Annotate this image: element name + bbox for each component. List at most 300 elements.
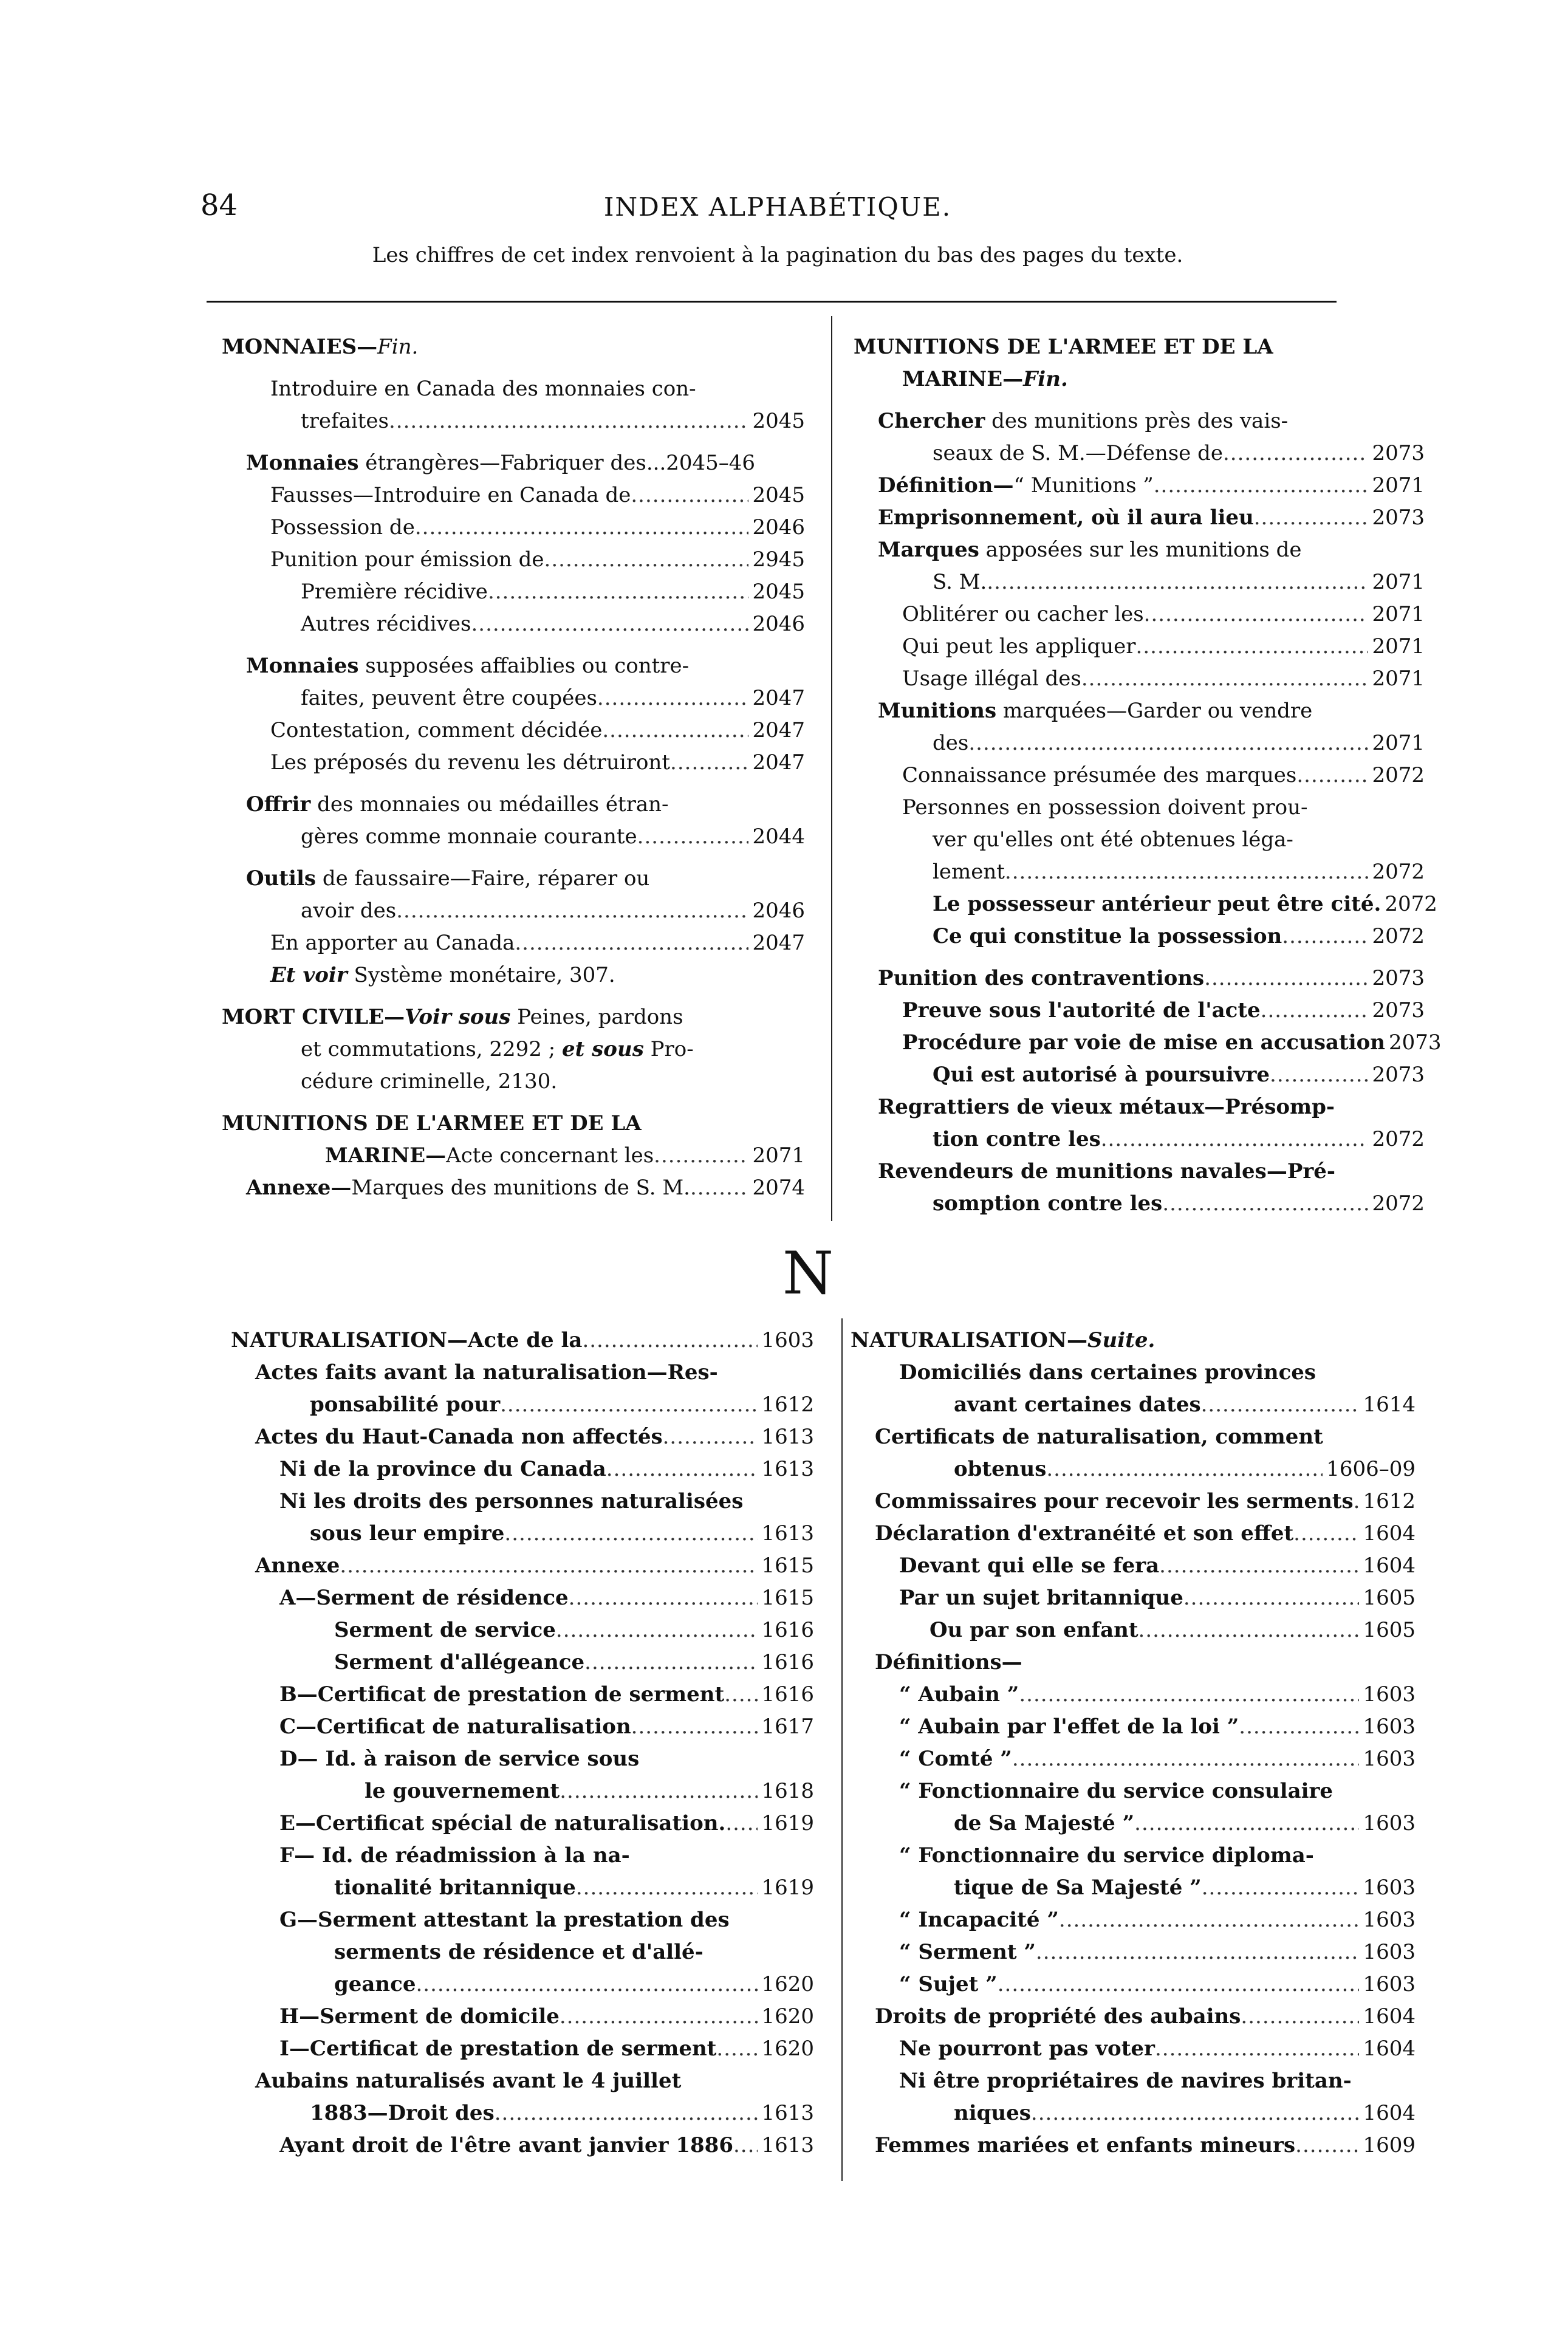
index-text-segment: “ Fonctionnaire du service consulaire (899, 1779, 1333, 1803)
index-text (878, 534, 1302, 566)
index-text (899, 1679, 1019, 1711)
index-text (899, 1968, 998, 2001)
index-text (954, 2097, 1031, 2129)
index-text-segment: Ni de la province du Canada (279, 1457, 606, 1481)
page-reference: 2046 (752, 515, 805, 540)
leader-dots (670, 747, 748, 779)
index-text (875, 2001, 1241, 2033)
index-text (270, 714, 602, 747)
leader-dots (1295, 2129, 1359, 2162)
index-text (301, 821, 637, 853)
index-line (854, 663, 1425, 695)
page-reference: 2047 (752, 931, 805, 955)
index-text (878, 1091, 1335, 1123)
index-text (270, 544, 544, 576)
index-text-segment: Fausses—Introduire en Canada de (270, 483, 631, 507)
index-text (334, 1646, 584, 1679)
index-line (854, 1091, 1425, 1123)
index-text-segment: Possession de (270, 515, 415, 540)
leader-dots (1293, 1518, 1359, 1550)
index-entry (851, 1324, 1416, 2162)
index-text-segment: “ Fonctionnaire du service diploma- (899, 1843, 1314, 1868)
leader-dots (1282, 920, 1368, 953)
index-line (231, 1807, 814, 1840)
index-line (231, 1550, 814, 1582)
index-text (325, 1140, 654, 1172)
index-text (255, 1421, 663, 1453)
index-text (301, 1033, 694, 1066)
page-reference: 2071 (1372, 570, 1425, 594)
index-text-segment: Les préposés du revenu les détruiront (270, 750, 671, 775)
index-line (851, 1453, 1416, 1485)
index-text (878, 1156, 1335, 1188)
index-line (854, 631, 1425, 663)
leader-dots (968, 727, 1368, 759)
index-text-segment: NATURALISATION— (851, 1328, 1087, 1352)
index-text (878, 502, 1254, 534)
index-line (222, 714, 805, 747)
index-text-segment: apposées sur les munitions de (979, 538, 1302, 562)
index-text-segment: marquées—Garder ou vendre (996, 699, 1313, 723)
leader-dots (1154, 470, 1369, 502)
leader-dots (515, 927, 748, 959)
page-reference: 1613 (761, 2133, 814, 2157)
index-line (222, 608, 805, 640)
index-text-segment: C—Certificat de naturalisation (279, 1715, 631, 1739)
leader-dots (724, 1679, 758, 1711)
page-reference: 2071 (1372, 634, 1425, 659)
index-text-segment: et sous (561, 1037, 644, 1061)
index-text (875, 1421, 1323, 1453)
index-text (933, 920, 1282, 953)
index-line (854, 727, 1425, 759)
index-text-segment: Emprisonnement, où il aura lieu (878, 505, 1254, 530)
index-line (851, 1904, 1416, 1936)
index-text (222, 1001, 683, 1033)
index-line (222, 447, 805, 479)
index-text-segment: de vieux métaux—Présomp- (1009, 1095, 1335, 1119)
index-text-segment: de Sa Majesté ” (954, 1811, 1135, 1835)
index-text-segment: Acte concernant les (446, 1143, 654, 1168)
index-line (231, 1743, 814, 1775)
leader-dots (488, 576, 749, 608)
index-line (222, 1108, 805, 1140)
index-text (878, 695, 1312, 727)
index-text-segment: I—Certificat de prestation de serment (279, 2037, 717, 2061)
index-text (875, 1518, 1293, 1550)
index-line (851, 1550, 1416, 1582)
index-line (222, 479, 805, 512)
index-line (231, 2097, 814, 2129)
leader-dots (576, 1872, 758, 1904)
index-line (854, 695, 1425, 727)
page-reference: 1603 (1363, 1972, 1416, 1996)
index-line (851, 1421, 1416, 1453)
index-text-segment: Certificats (875, 1425, 995, 1449)
page-reference: 2072 (1372, 1191, 1425, 1216)
index-text-segment: “ Munitions ” (1013, 473, 1154, 498)
index-line (851, 2001, 1416, 2033)
index-text (878, 470, 1154, 502)
index-line (854, 405, 1425, 437)
index-text (899, 2033, 1155, 2065)
leader-dots (396, 895, 748, 927)
page-reference: 1605 (1363, 1618, 1416, 1642)
index-text-segment: Outils (246, 866, 317, 891)
leader-dots (1138, 1614, 1360, 1646)
index-text-segment: Munitions (878, 699, 997, 723)
index-text-segment: Commissaires pour recevoir les serments (875, 1489, 1354, 1513)
index-text (899, 1904, 1059, 1936)
leader-dots (1159, 1550, 1359, 1582)
leader-dots (1012, 1743, 1360, 1775)
index-text-segment: Revendeurs (878, 1159, 1014, 1184)
index-line (231, 1582, 814, 1614)
index-text-segment: et commutations, 2292 ; (301, 1037, 562, 1061)
index-line (222, 1001, 805, 1033)
page-reference: 1615 (761, 1554, 814, 1578)
index-text (255, 2065, 681, 2097)
index-text-segment: Ce qui constitue la possession (933, 924, 1282, 948)
index-entry (231, 1324, 814, 2162)
index-text-segment: Offrir (246, 792, 311, 817)
index-text-segment: Preuve sous l'autorité de l'acte (902, 998, 1261, 1023)
index-text (902, 1027, 1385, 1059)
leader-dots (998, 1968, 1360, 2001)
page-reference: 2073 (1372, 966, 1425, 990)
index-text (902, 363, 1068, 396)
index-text-segment: Monnaies (246, 451, 359, 475)
index-text-segment: Punition des contraventions (878, 966, 1205, 990)
index-line (854, 502, 1425, 534)
index-text (279, 1904, 730, 1936)
leader-dots (1046, 1453, 1323, 1485)
index-column-bottom-right (851, 1324, 1416, 2162)
index-text-segment: Autres récidives (301, 612, 471, 636)
index-line (222, 682, 805, 714)
index-text-segment: geance (334, 1972, 416, 1996)
leader-dots (495, 2097, 758, 2129)
index-text-segment: sous leur empire (310, 1521, 505, 1546)
leader-dots (690, 1172, 749, 1204)
index-entry (854, 405, 1437, 953)
page-reference: 1603 (1363, 1811, 1416, 1835)
leader-dots (1144, 598, 1369, 631)
page-reference: 2073 (1372, 1063, 1425, 1087)
page-reference: 1620 (761, 2037, 814, 2061)
index-line (231, 1840, 814, 1872)
page-reference: 1618 (761, 1779, 814, 1803)
index-text-segment: Regrattiers (878, 1095, 1010, 1119)
index-text-segment: ver qu'elles ont été obtenues léga- (933, 827, 1293, 852)
index-text-segment: avant certaines dates (954, 1393, 1201, 1417)
leader-dots (1036, 1936, 1360, 1968)
page-reference: 2073 (1372, 441, 1425, 465)
index-text-segment: 1883—Droit des (310, 2101, 495, 2125)
page-reference: 2071 (1372, 602, 1425, 626)
index-text (279, 1582, 569, 1614)
index-text-segment: MUNITIONS DE L'ARMEE ET DE LA (222, 1111, 642, 1136)
index-text-segment: Ou par son enfant (930, 1618, 1138, 1642)
index-line (231, 1775, 814, 1807)
leader-dots (987, 566, 1368, 598)
index-line (854, 1156, 1425, 1188)
page-reference: 1612 (761, 1393, 814, 1417)
index-text-segment: obtenus (954, 1457, 1047, 1481)
leader-dots (1101, 1123, 1369, 1156)
index-text-segment: Annexe (255, 1554, 340, 1578)
leader-dots (1005, 856, 1369, 888)
index-text (875, 1646, 1022, 1679)
page-reference: 1620 (761, 1972, 814, 1996)
index-text (270, 479, 631, 512)
index-text (899, 2065, 1352, 2097)
index-text (301, 682, 597, 714)
index-line (231, 1518, 814, 1550)
index-text-segment: Procédure par voie de mise en accusation (902, 1030, 1386, 1055)
index-line (231, 2065, 814, 2097)
index-text-segment: Pro- (643, 1037, 694, 1061)
index-text-segment: Oblitérer ou cacher les (902, 602, 1144, 626)
index-text-segment: Et voir (270, 963, 347, 987)
index-line (222, 789, 805, 821)
index-line (222, 544, 805, 576)
page-reference: 2045 (752, 483, 805, 507)
leader-dots (1202, 1872, 1360, 1904)
leader-dots (1254, 502, 1369, 534)
leader-dots (1183, 1582, 1360, 1614)
index-text-segment: ponsabilité pour (310, 1393, 501, 1417)
leader-dots (1239, 1711, 1359, 1743)
index-line (851, 1936, 1416, 1968)
index-line (851, 1711, 1416, 1743)
index-text-segment: Déclaration d'extranéité et son effet (875, 1521, 1294, 1546)
index-line (854, 792, 1425, 824)
index-text (334, 1968, 416, 2001)
index-text-segment: Serment de service (334, 1618, 556, 1642)
index-text (279, 1743, 639, 1775)
index-line (854, 759, 1425, 792)
index-line (851, 1679, 1416, 1711)
index-text (246, 650, 689, 682)
index-line (851, 2033, 1416, 2065)
page-reference: 1603 (1363, 1747, 1416, 1771)
index-text-segment: E—Certificat spécial de naturalisation. (279, 1811, 726, 1835)
index-text-segment: gères comme monnaie courante (301, 824, 637, 849)
leader-dots (637, 821, 749, 853)
index-text-segment: “ Serment ” (899, 1940, 1036, 1964)
index-line (231, 1936, 814, 1968)
index-text (301, 576, 488, 608)
page-reference: 1617 (761, 1715, 814, 1739)
index-text (222, 1108, 642, 1140)
leader-dots (1134, 1807, 1359, 1840)
leader-dots (1241, 2001, 1359, 2033)
leader-dots (1201, 1389, 1360, 1421)
index-entry (222, 447, 805, 640)
page-reference: 2945 (752, 547, 805, 572)
index-line (222, 1172, 805, 1204)
leader-dots (556, 1614, 758, 1646)
index-line (231, 1324, 814, 1357)
page-reference: 1615 (761, 1586, 814, 1610)
index-line (851, 1324, 1416, 1357)
index-line (851, 1646, 1416, 1679)
index-text-segment: Marques des munitions de S. M. (351, 1176, 690, 1200)
page-reference: 2072 (1372, 1127, 1425, 1151)
index-text (279, 1679, 724, 1711)
page-reference: 2071 (1372, 731, 1425, 755)
index-line (851, 1485, 1416, 1518)
page-reference: 1616 (761, 1650, 814, 1674)
index-text (334, 1936, 704, 1968)
index-column-top-right (854, 331, 1442, 1220)
index-text (930, 1614, 1138, 1646)
leader-dots (1223, 437, 1368, 470)
leader-dots (584, 1646, 758, 1679)
page-reference: 1604 (1363, 2004, 1416, 2029)
index-text-segment: Suite. (1087, 1328, 1155, 1352)
index-text-segment: NATURALISATION— (231, 1328, 468, 1352)
index-line (854, 1188, 1425, 1220)
index-line (851, 1357, 1416, 1389)
leader-dots (631, 1711, 758, 1743)
index-text-segment: Connaissance présumée des marques (902, 763, 1297, 787)
index-line (231, 1421, 814, 1453)
index-text-segment: “ Incapacité ” (899, 1908, 1059, 1932)
index-text-segment: D— Id. à raison de service sous (279, 1747, 640, 1771)
index-line (854, 962, 1425, 995)
index-text-segment: avoir des (301, 899, 397, 923)
index-line (854, 920, 1425, 953)
index-text (899, 1711, 1239, 1743)
index-text-segment: Usage illégal des (902, 666, 1081, 691)
index-line (231, 1614, 814, 1646)
index-line (231, 1904, 814, 1936)
index-text-segment: le gouvernement (365, 1779, 560, 1803)
leader-dots (725, 1807, 758, 1840)
index-text (279, 2129, 733, 2162)
leader-dots (602, 714, 748, 747)
index-text (279, 1453, 606, 1485)
index-line (222, 959, 805, 992)
index-line (851, 1743, 1416, 1775)
index-text (899, 1936, 1036, 1968)
index-text-segment: Droits de propriété des aubains (875, 2004, 1241, 2029)
index-text (899, 1357, 1316, 1389)
leader-dots (340, 1550, 758, 1582)
index-line (231, 1357, 814, 1389)
index-line (222, 927, 805, 959)
index-text-segment: Personnes en possession doivent prou- (902, 795, 1308, 820)
leader-dots (1019, 1679, 1359, 1711)
index-text (310, 2097, 495, 2129)
index-text-segment: G—Serment attestant la prestation des (279, 1908, 730, 1932)
leader-dots (1270, 1059, 1368, 1091)
index-column-top-left (222, 331, 805, 1204)
index-text (365, 1775, 560, 1807)
index-line (854, 1059, 1425, 1091)
index-text (270, 373, 696, 405)
index-text (246, 1172, 690, 1204)
index-line (222, 1066, 805, 1098)
index-text-segment: S. M. (933, 570, 987, 594)
index-text-segment: Serment d'allégeance (334, 1650, 585, 1674)
page-reference: 1609 (1363, 2133, 1416, 2157)
index-line (854, 470, 1425, 502)
leader-dots (1031, 2097, 1360, 2129)
index-text (899, 1840, 1314, 1872)
page-number: 84 (200, 188, 238, 222)
index-text (279, 2033, 716, 2065)
leader-dots (663, 1421, 758, 1453)
leader-dots (1354, 1485, 1360, 1518)
index-text-segment: Ni être propriétaires de navires britan- (899, 2069, 1352, 2093)
index-text (246, 789, 669, 821)
index-line (851, 1582, 1416, 1614)
index-text-segment: Voir sous (405, 1005, 511, 1029)
index-text-segment: “ Sujet ” (899, 1972, 998, 1996)
index-text (933, 888, 1381, 920)
index-text-segment: somption contre les (933, 1191, 1163, 1216)
index-text (270, 959, 615, 992)
index-text (933, 437, 1223, 470)
leader-dots (733, 2129, 758, 2162)
leader-dots (471, 608, 748, 640)
index-text (878, 405, 1288, 437)
index-line (851, 1840, 1416, 1872)
index-text-segment: Marques (878, 538, 979, 562)
index-line (854, 363, 1425, 396)
index-line (851, 2097, 1416, 2129)
index-text-segment: Définition— (878, 473, 1014, 498)
index-entry (222, 1001, 805, 1098)
index-text-segment: MARINE— (902, 367, 1024, 391)
index-text-segment: tique de Sa Majesté ” (954, 1876, 1202, 1900)
index-text (270, 512, 415, 544)
page-reference: 1619 (761, 1876, 814, 1900)
index-text-segment: Aubains (255, 2069, 349, 2093)
page-reference: 1603 (1363, 1940, 1416, 1964)
page-reference: 2072 (1372, 860, 1425, 884)
index-text-segment: trefaites (301, 409, 389, 433)
index-entry (222, 331, 805, 363)
index-text-segment: Ni les droits des personnes naturalisées (279, 1489, 744, 1513)
page-reference: 1613 (761, 1521, 814, 1546)
index-entry (854, 331, 1425, 396)
leader-dots (606, 1453, 758, 1485)
page-reference: 2046 (752, 612, 805, 636)
page-reference: 1603 (1363, 1682, 1416, 1707)
index-text (899, 1550, 1159, 1582)
leader-dots (654, 1140, 748, 1172)
index-text-segment: Devant qui elle se fera (899, 1554, 1160, 1578)
index-text-segment: Définitions— (875, 1650, 1022, 1674)
index-text (899, 1775, 1333, 1807)
index-text (954, 1453, 1046, 1485)
index-text-segment: Par un sujet britannique (899, 1586, 1183, 1610)
index-text (246, 863, 649, 895)
index-text-segment: des munitions près des vais- (985, 409, 1289, 433)
index-line (851, 1968, 1416, 2001)
index-entry (222, 1108, 805, 1204)
index-text (902, 663, 1081, 695)
index-text-segment: naturalisés avant le 4 juillet (348, 2069, 682, 2093)
leader-dots (416, 1968, 758, 2001)
index-entry (222, 373, 805, 437)
index-text-segment: tionalité britannique (334, 1876, 576, 1900)
index-text-segment: supposées affaiblies ou contre- (358, 654, 690, 678)
